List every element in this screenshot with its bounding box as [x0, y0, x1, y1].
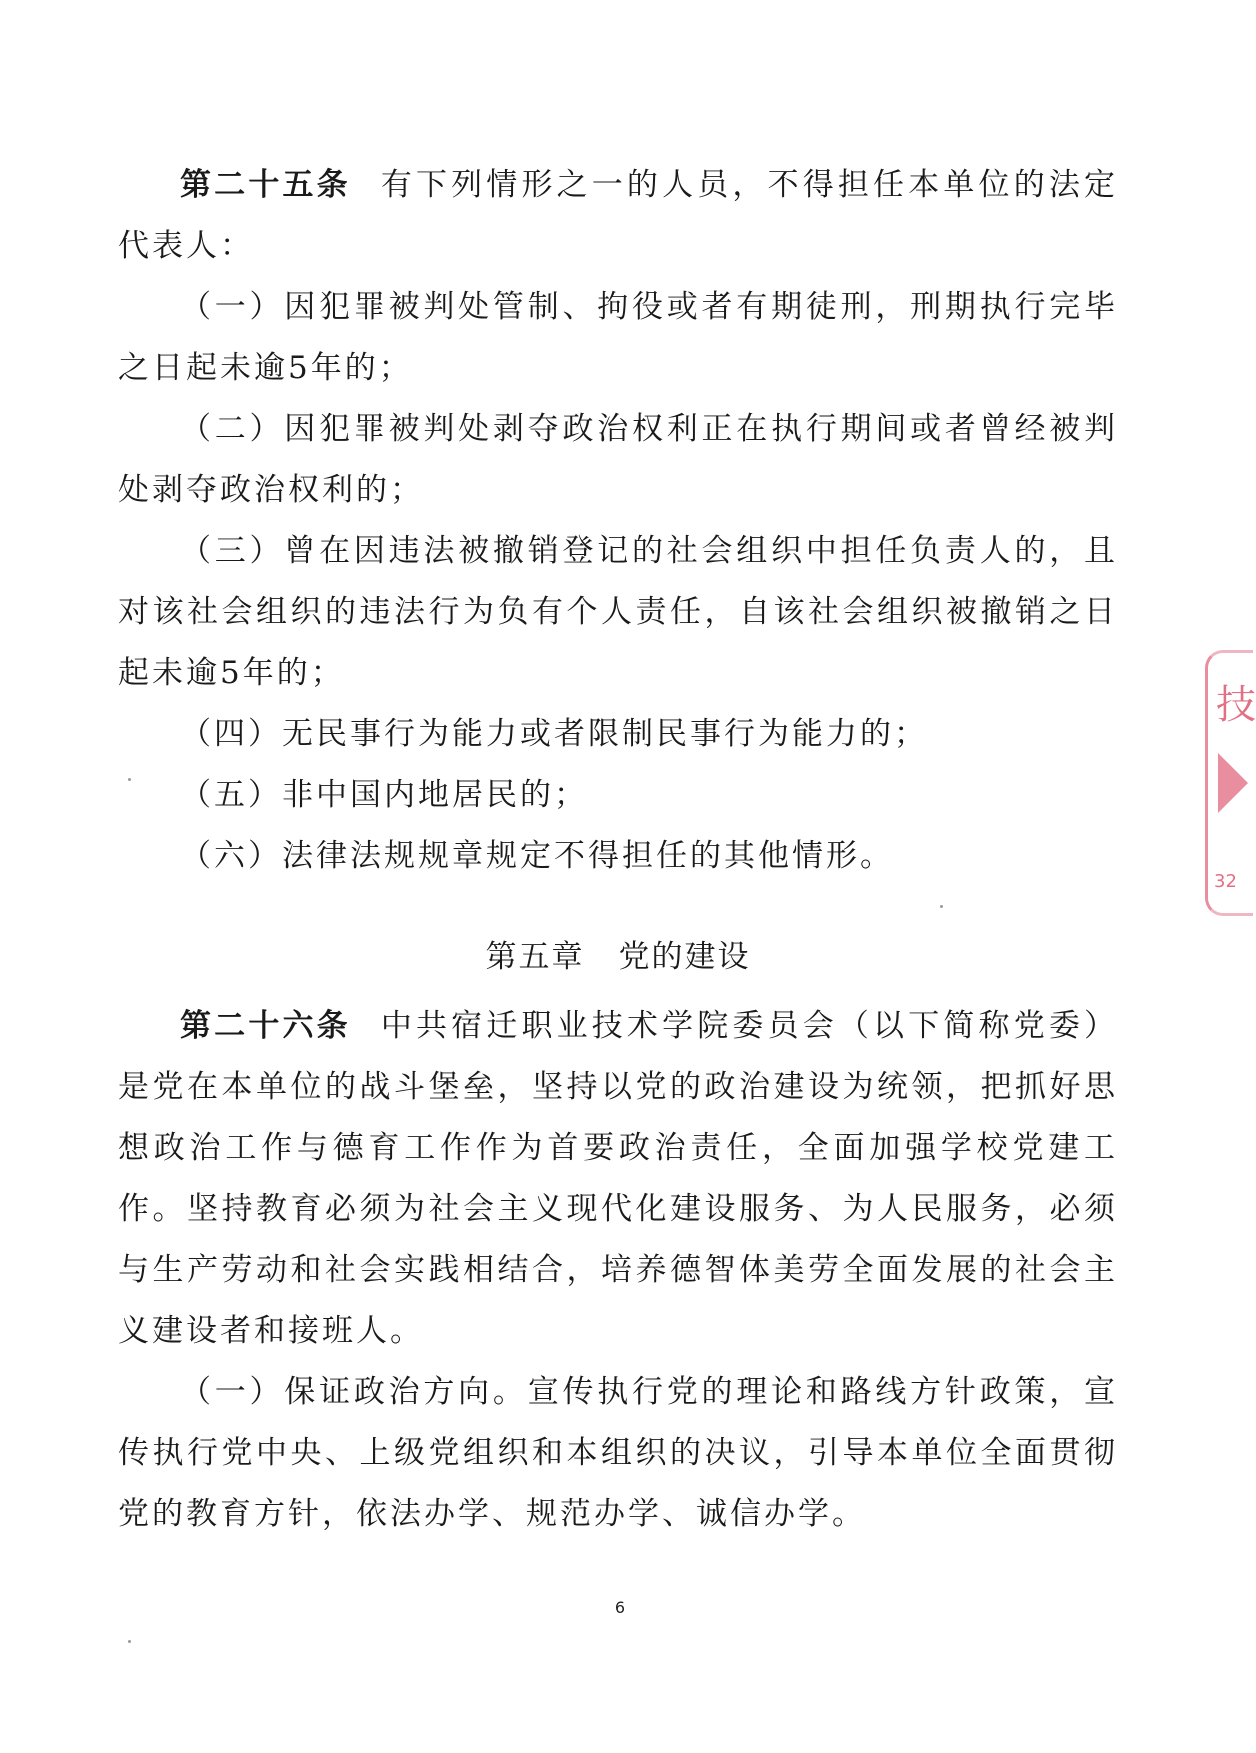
article-25-item-1: （一）因犯罪被判处管制、拘役或者有期徒刑，刑期执行完毕之日起未逾5年的；: [118, 289, 1118, 386]
page-number: 6: [614, 1598, 626, 1617]
article-25-item-6: （六）法律法规规章规定不得担任的其他情形。: [180, 838, 894, 874]
article-26-body: [118, 996, 1118, 1362]
seal-char: 技: [1216, 682, 1256, 728]
article-25-item-2: （二）因犯罪被判处剥夺政治权利正在执行期间或者曾经被判处剥夺政治权利的；: [118, 411, 1118, 508]
article-25-intro-text: 有下列情形之一的人员，不得担任本单位的法定代表人：: [118, 167, 1119, 264]
article-25-item-3: （三）曾在因违法被撤销登记的社会组织中担任负责人的，且对该社会组织的违法行为负有个人责任，自该社会组织被撤销之日起未逾5年的；: [118, 533, 1118, 691]
article-26-title: 第二十六条: [180, 1008, 351, 1044]
article-26-item-1: （一）保证政治方向。宣传执行党的理论和路线方针政策，宣传执行党中央、上级党组织和本组织的决议，引导本单位全面贯彻党的教育方针，依法办学、规范办学、诚信办学。: [118, 1374, 1118, 1532]
chapter-number: 第五章: [485, 939, 585, 975]
article-25-item-5: （五）非中国内地居民的；: [180, 777, 588, 813]
scan-dot: [128, 1640, 131, 1643]
article-26-body-text: 中共宿迁职业技术学院委员会（以下简称党委）是党在本单位的战斗堡垒，坚持以党的政治建设为统领，把抓好思想政治工作与德育工作作为首要政治责任，全面加强学校党建工作。坚持教育必须为社会主义现代化建设服务、为人民服务，必须与生产劳动和社会实践相结合，培养德智体美劳全面发展的社会主义建设者和接班人。: [118, 1008, 1119, 1349]
chapter-title: 党的建设: [618, 939, 751, 975]
seal-star-icon: [1218, 753, 1248, 813]
scan-dot: [128, 778, 131, 781]
scan-dot: [940, 905, 943, 908]
seal-stamp: [1205, 650, 1256, 916]
seal-number: 32: [1214, 871, 1237, 892]
article-25-item-4: （四）无民事行为能力或者限制民事行为能力的；: [180, 716, 928, 752]
document-body: [118, 155, 1118, 1545]
article-25-intro: [118, 155, 1118, 277]
article-25-title: 第二十五条: [180, 167, 351, 203]
chapter-heading: [118, 927, 1118, 988]
